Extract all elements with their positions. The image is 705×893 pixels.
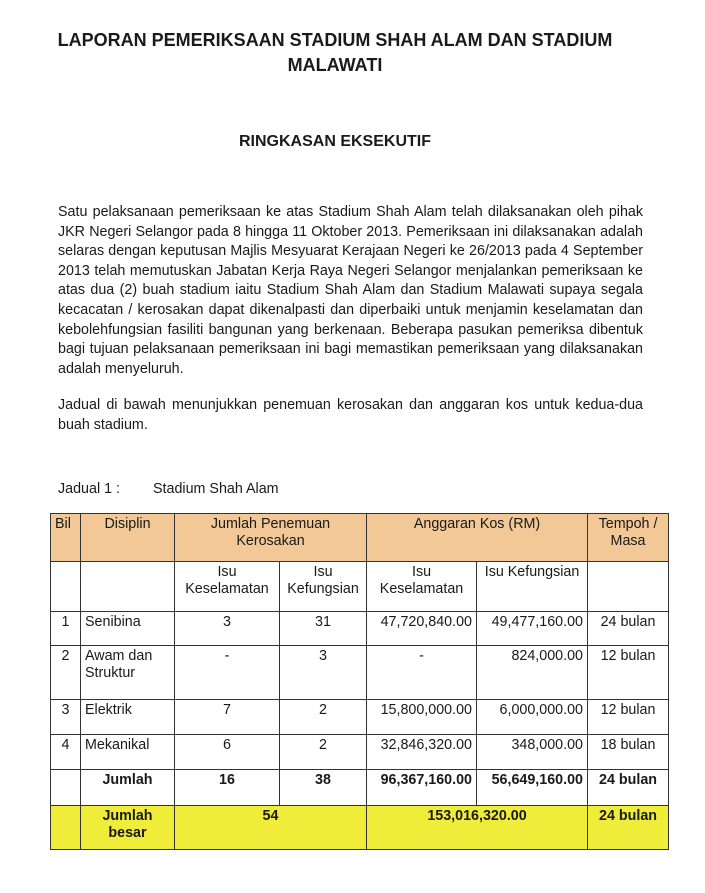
jumlah-kos-kefungsian: 56,649,160.00 — [477, 770, 588, 806]
section-heading: RINGKASAN EKSEKUTIF — [238, 133, 431, 150]
subheader-kos-kefungsian: Isu Kefungsian — [477, 562, 588, 612]
table-cell — [51, 562, 81, 612]
cell-disiplin: Senibina — [81, 612, 175, 646]
cell-disiplin: Awam dan Struktur — [81, 646, 175, 700]
cell-penemuan-kefungsian: 2 — [280, 700, 367, 735]
table-subheader-row — [51, 562, 669, 612]
cell-penemuan-keselamatan: 7 — [175, 700, 280, 735]
report-title: LAPORAN PEMERIKSAAN STADIUM SHAH ALAM DAN STADIUM MALAWATI — [57, 30, 613, 75]
header-bil: Bil — [51, 514, 81, 562]
cell-bil: 2 — [51, 646, 81, 700]
cell-penemuan-keselamatan: - — [175, 646, 280, 700]
cell-bil: 4 — [51, 735, 81, 770]
cell-disiplin: Elektrik — [81, 700, 175, 735]
header-tempoh: Tempoh / Masa — [588, 514, 669, 562]
cell-penemuan-keselamatan: 6 — [175, 735, 280, 770]
table-row — [51, 646, 669, 700]
cell-kos-keselamatan: - — [367, 646, 477, 700]
cell-kos-kefungsian: 824,000.00 — [477, 646, 588, 700]
cell-tempoh: 12 bulan — [588, 700, 669, 735]
table-intro-paragraph: Jadual di bawah menunjukkan penemuan kerosakan dan anggaran kos untuk kedua-dua buah stadium. — [58, 397, 643, 433]
jumlah-besar-label: Jumlah besar — [81, 806, 175, 850]
cell-penemuan-kefungsian: 2 — [280, 735, 367, 770]
jumlah-penemuan-keselamatan: 16 — [175, 770, 280, 806]
subheader-penemuan-keselamatan: Isu Keselamatan — [175, 562, 280, 612]
header-disiplin: Disiplin — [81, 514, 175, 562]
table-caption-title: Stadium Shah Alam — [153, 481, 279, 497]
jumlah-tempoh: 24 bulan — [588, 770, 669, 806]
cell-tempoh: 24 bulan — [588, 612, 669, 646]
cell-tempoh: 18 bulan — [588, 735, 669, 770]
jumlah-besar-tempoh: 24 bulan — [588, 806, 669, 850]
cell-penemuan-kefungsian: 31 — [280, 612, 367, 646]
table-row — [51, 612, 669, 646]
header-anggaran-kos: Anggaran Kos (RM) — [367, 514, 588, 562]
jumlah-label: Jumlah — [81, 770, 175, 806]
cell-penemuan-kefungsian: 3 — [280, 646, 367, 700]
jumlah-kos-keselamatan: 96,367,160.00 — [367, 770, 477, 806]
cell-kos-keselamatan: 32,846,320.00 — [367, 735, 477, 770]
cell-bil: 1 — [51, 612, 81, 646]
jumlah-row — [51, 770, 669, 806]
cell-kos-keselamatan: 15,800,000.00 — [367, 700, 477, 735]
table-header-row — [51, 514, 669, 562]
header-penemuan: Jumlah Penemuan Kerosakan — [175, 514, 367, 562]
table-row — [51, 700, 669, 735]
cell-kos-kefungsian: 348,000.00 — [477, 735, 588, 770]
cell-penemuan-keselamatan: 3 — [175, 612, 280, 646]
cell-bil: 3 — [51, 700, 81, 735]
table-cell — [51, 770, 81, 806]
damage-cost-table — [50, 513, 669, 850]
cell-tempoh: 12 bulan — [588, 646, 669, 700]
table-cell — [81, 562, 175, 612]
table-row — [51, 735, 669, 770]
cell-kos-kefungsian: 49,477,160.00 — [477, 612, 588, 646]
cell-kos-keselamatan: 47,720,840.00 — [367, 612, 477, 646]
jumlah-penemuan-kefungsian: 38 — [280, 770, 367, 806]
cell-kos-kefungsian: 6,000,000.00 — [477, 700, 588, 735]
table-cell — [51, 806, 81, 850]
table-caption-label: Jadual 1 : — [58, 481, 120, 497]
subheader-kos-keselamatan: Isu Keselamatan — [367, 562, 477, 612]
table-caption — [58, 481, 279, 497]
jumlah-besar-row — [51, 806, 669, 850]
subheader-penemuan-kefungsian: Isu Kefungsian — [280, 562, 367, 612]
executive-summary-paragraph: Satu pelaksanaan pemeriksaan ke atas Stadium Shah Alam telah dilaksanakan oleh pihak JKR Negeri Selangor pada 8 hingga 11 Oktober 2013. Pemeriksaan ini dilaksanakan adalah selaras dengan keputusan Majlis Mesyuarat Kerajaan Negeri ke 26/2013 pada 4 September 2013 telah memutuskan Jabatan Kerja Raya Negeri Selangor menjalankan pemeriksaan ke atas dua (2) buah stadium iaitu Stadium Shah Alam dan Stadium Malawati supaya segala kecacatan / kerosakan dapat dikenalpasti dan diperbaiki untuk menjamin keselamatan dan kebolehfungsian fasiliti bangunan yang berkenaan. Beberapa pasukan pemeriksa dibentuk bagi tujuan pelaksanaan pemeriksaan ini bagi memastikan pemeriksaan yang dilaksanakan adalah menyeluruh. — [58, 204, 643, 377]
jumlah-besar-kos: 153,016,320.00 — [367, 806, 588, 850]
jumlah-besar-penemuan: 54 — [175, 806, 367, 850]
table-cell — [588, 562, 669, 612]
cell-disiplin: Mekanikal — [81, 735, 175, 770]
